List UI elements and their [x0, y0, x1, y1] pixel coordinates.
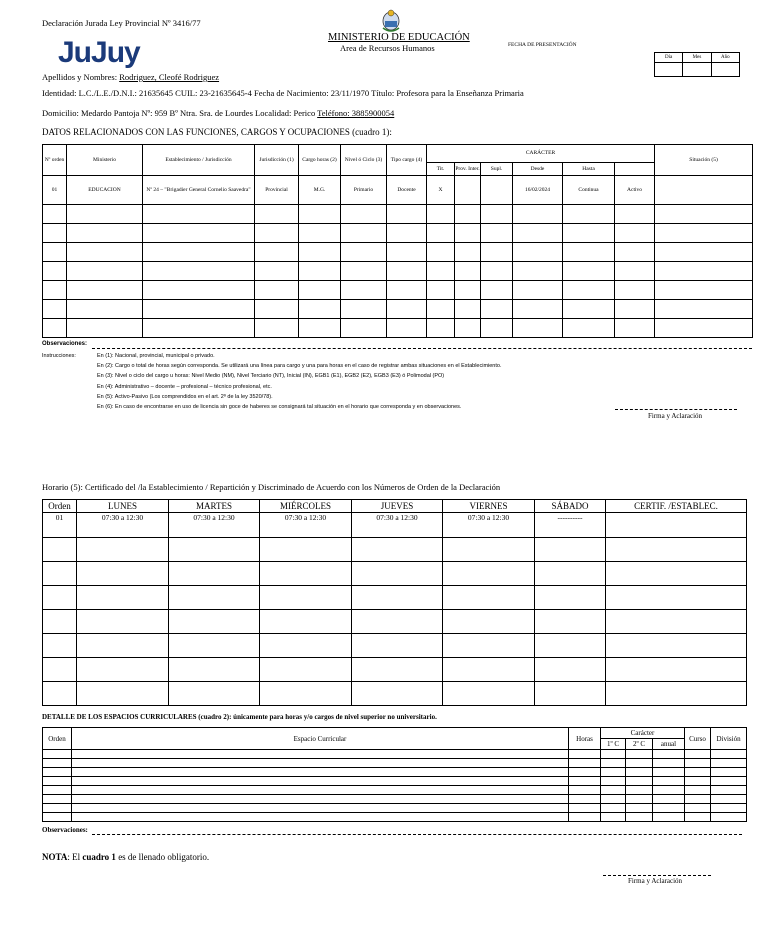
- cell-certificacion[interactable]: [655, 176, 753, 205]
- nota-text: : El: [67, 852, 83, 862]
- horario-cell-jueves[interactable]: 07:30 a 12:30: [352, 513, 443, 538]
- instruccion-3: En (3): Nivel o ciclo del cargo u horas: Nivel Medio (NM), Nivel Terciario (NT), Inicial (IN), EGB1 (E1), EGB2 (E2), EGB3 (E3) ó Polimodal (PO): [97, 373, 445, 379]
- fecha-presentacion-box: [654, 52, 740, 77]
- dia-field[interactable]: [655, 63, 683, 77]
- horario-col-viernes: VIERNES: [443, 500, 535, 513]
- cuadro2-col-espacio: Espacio Curricular: [72, 728, 569, 750]
- instruccion-6: En (6): En caso de encontrarse en uso de licencia sin goce de haberes se consignará tal situación en el horario que corresponda y en observaciones.: [97, 404, 462, 410]
- jujuy-logo: JuJuy: [58, 36, 140, 69]
- col-jurisdiccion: Jurisdicción (1): [255, 145, 299, 176]
- firma-line-2[interactable]: [603, 875, 711, 876]
- observaciones-label: Observaciones:: [42, 341, 88, 347]
- table-row: [43, 262, 753, 281]
- table-row: [43, 205, 753, 224]
- horario-cell-orden[interactable]: 01: [43, 513, 77, 538]
- table-row: [43, 513, 747, 538]
- anio-header: Año: [711, 53, 739, 63]
- cuadro2-col-2c: 2º C: [626, 739, 653, 750]
- firma-line-1[interactable]: [615, 409, 737, 410]
- col-hasta: Hasta: [563, 162, 615, 176]
- col-blank: [615, 162, 655, 176]
- col-supl: Supl.: [481, 162, 513, 176]
- table-row: [43, 224, 753, 243]
- instruccion-5: En (5): Activo-Pasivo (Los comprendidos en el art. 2º de la ley 3520/78).: [97, 394, 273, 400]
- instruccion-2: En (2): Cargo o total de horas según corresponda. Se utilizará una línea para cargo y una para horas en el caso de registrar ambas situaciones en el Establecimiento.: [97, 363, 502, 369]
- table-row: [43, 682, 747, 706]
- declaracion-title: Declaración Jurada Ley Provincial Nº 3416/77: [42, 18, 201, 28]
- instruccion-4: En (4): Administrativo – docente – profesional – técnico profesional, etc.: [97, 384, 272, 390]
- horario-title: Horario (5): Certificado del /la Establecimiento / Repartición y Discriminado de Acuerdo con los Números de Orden de la Declaración: [42, 482, 501, 492]
- cell-cargo-horas[interactable]: M.G.: [299, 176, 341, 205]
- horario-cell-martes[interactable]: 07:30 a 12:30: [169, 513, 260, 538]
- horario-table: [42, 499, 747, 706]
- col-situacion: Situación (5): [655, 145, 753, 176]
- horario-col-sabado: SÁBADO: [535, 500, 606, 513]
- cuadro2-col-division: División: [711, 728, 747, 750]
- telefono-text: Teléfono: 3885900054: [317, 108, 395, 118]
- cell-prov[interactable]: [455, 176, 481, 205]
- horario-cell-sabado[interactable]: ----------: [535, 513, 606, 538]
- cuadro2-col-horas: Horas: [569, 728, 601, 750]
- cell-orden[interactable]: 01: [43, 176, 67, 205]
- cuadro1-title: DATOS RELACIONADOS CON LAS FUNCIONES, CARGOS Y OCUPACIONES (cuadro 1):: [42, 127, 392, 137]
- horario-col-jueves: JUEVES: [352, 500, 443, 513]
- table-row: [43, 804, 747, 813]
- ministerio-title: MINISTERIO DE EDUCACIÓN: [328, 32, 470, 43]
- col-caracter: CARÁCTER: [427, 145, 655, 163]
- domicilio-line: [42, 108, 394, 118]
- horario-cell-lunes[interactable]: 07:30 a 12:30: [77, 513, 169, 538]
- horario-col-certif: CERTIF. /ESTABLEC.: [606, 500, 747, 513]
- anio-field[interactable]: [711, 63, 739, 77]
- table-row: [43, 176, 753, 205]
- col-orden: Nº orden: [43, 145, 67, 176]
- table-row: [43, 777, 747, 786]
- table-row: [43, 243, 753, 262]
- horario-col-martes: MARTES: [169, 500, 260, 513]
- col-cargo-horas: Cargo horas (2): [299, 145, 341, 176]
- col-ministerio: Ministerio: [67, 145, 143, 176]
- horario-cell-viernes[interactable]: 07:30 a 12:30: [443, 513, 535, 538]
- cell-tipo[interactable]: Docente: [387, 176, 427, 205]
- nota-end: es de llenado obligatorio.: [115, 852, 210, 862]
- cell-situacion[interactable]: Activo: [615, 176, 655, 205]
- cuadro2-col-anual: anual: [653, 739, 685, 750]
- observaciones-line[interactable]: [92, 348, 752, 349]
- horario-col-orden: Orden: [43, 500, 77, 513]
- col-tit: Tit.: [427, 162, 455, 176]
- table-row: [43, 658, 747, 682]
- col-establecimiento: Establecimiento / Jurisdicción: [143, 145, 255, 176]
- table-row: [43, 586, 747, 610]
- col-desde: Desde: [513, 162, 563, 176]
- cuadro2-title: DETALLE DE LOS ESPACIOS CURRICULARES (cuadro 2): únicamente para horas y/o cargos de nivel superior no universitario.: [42, 713, 437, 721]
- dia-header: Día: [655, 53, 683, 63]
- cuadro2-observaciones-line[interactable]: [92, 834, 742, 835]
- table-row: [43, 562, 747, 586]
- cuadro2-col-caracter: Carácter: [601, 728, 685, 739]
- table-row: [43, 786, 747, 795]
- col-nivel: Nivel ó Ciclo (3): [341, 145, 387, 176]
- identidad-line: Identidad: L.C./L.E./D.N.I.: 21635645 CUIL: 23-21635645-4 Fecha de Nacimiento: 23/11/1970 Título: Profesora para la Enseñanza Primaria: [42, 88, 524, 98]
- cell-hasta[interactable]: Continua: [563, 176, 615, 205]
- firma-aclaracion-1: Firma y Aclaración: [648, 412, 703, 420]
- apellidos-line: [42, 72, 219, 82]
- table-row: [43, 759, 747, 768]
- table-row: [43, 300, 753, 319]
- domicilio-text: Domicilio: Medardo Pantoja Nº: 959 Bº Ntra. Sra. de Lourdes Localidad: Perico: [42, 108, 318, 118]
- cuadro2-col-orden: Orden: [43, 728, 72, 750]
- nota-bold: cuadro 1: [82, 852, 116, 862]
- mes-header: Mes: [683, 53, 711, 63]
- table-row: [43, 634, 747, 658]
- cuadro2-col-curso: Curso: [685, 728, 711, 750]
- table-row: [43, 281, 753, 300]
- horario-cell-certif[interactable]: [606, 513, 747, 538]
- cuadro2-table: [42, 727, 747, 822]
- col-prov: Prov. Inter.: [455, 162, 481, 176]
- table-row: [43, 768, 747, 777]
- horario-col-lunes: LUNES: [77, 500, 169, 513]
- instrucciones-label: Instrucciones:: [42, 353, 76, 359]
- cell-tit[interactable]: X: [427, 176, 455, 205]
- cuadro1-table: [42, 144, 753, 338]
- cell-nivel[interactable]: Primario: [341, 176, 387, 205]
- fecha-presentacion-label: FECHA DE PRESENTACIÓN: [508, 42, 577, 48]
- area-subtitle: Area de Recursos Humanos: [340, 43, 435, 53]
- table-row: [43, 813, 747, 822]
- table-row: [43, 750, 747, 759]
- horario-cell-miercoles[interactable]: 07:30 a 12:30: [260, 513, 352, 538]
- cell-ministerio[interactable]: EDUCACION: [67, 176, 143, 205]
- apellidos-label: Apellidos y Nombres:: [42, 72, 118, 82]
- cell-desde[interactable]: 16/02/2024: [513, 176, 563, 205]
- table-row: [43, 319, 753, 338]
- cell-supl[interactable]: [481, 176, 513, 205]
- instruccion-1: En (1): Nacional, provincial, municipal o privado.: [97, 353, 215, 359]
- col-tipo: Tipo cargo (4): [387, 145, 427, 176]
- cuadro2-col-1c: 1º C: [601, 739, 626, 750]
- nota-label: NOTA: [42, 852, 68, 862]
- cell-jurisdiccion[interactable]: Provincial: [255, 176, 299, 205]
- horario-col-miercoles: MIÉRCOLES: [260, 500, 352, 513]
- cuadro2-observaciones-label: Observaciones:: [42, 826, 88, 834]
- apellidos-value: Rodriguez, Cleofé Rodriguez: [119, 72, 220, 82]
- nota: [42, 852, 209, 862]
- coat-of-arms-icon: [380, 8, 402, 32]
- cell-establecimiento[interactable]: Nº 24 – "Brigadier General Cornelio Saavedra": [143, 176, 255, 205]
- table-row: [43, 795, 747, 804]
- mes-field[interactable]: [683, 63, 711, 77]
- firma-aclaracion-2: Firma y Aclaración: [628, 877, 683, 885]
- table-row: [43, 538, 747, 562]
- table-row: [43, 610, 747, 634]
